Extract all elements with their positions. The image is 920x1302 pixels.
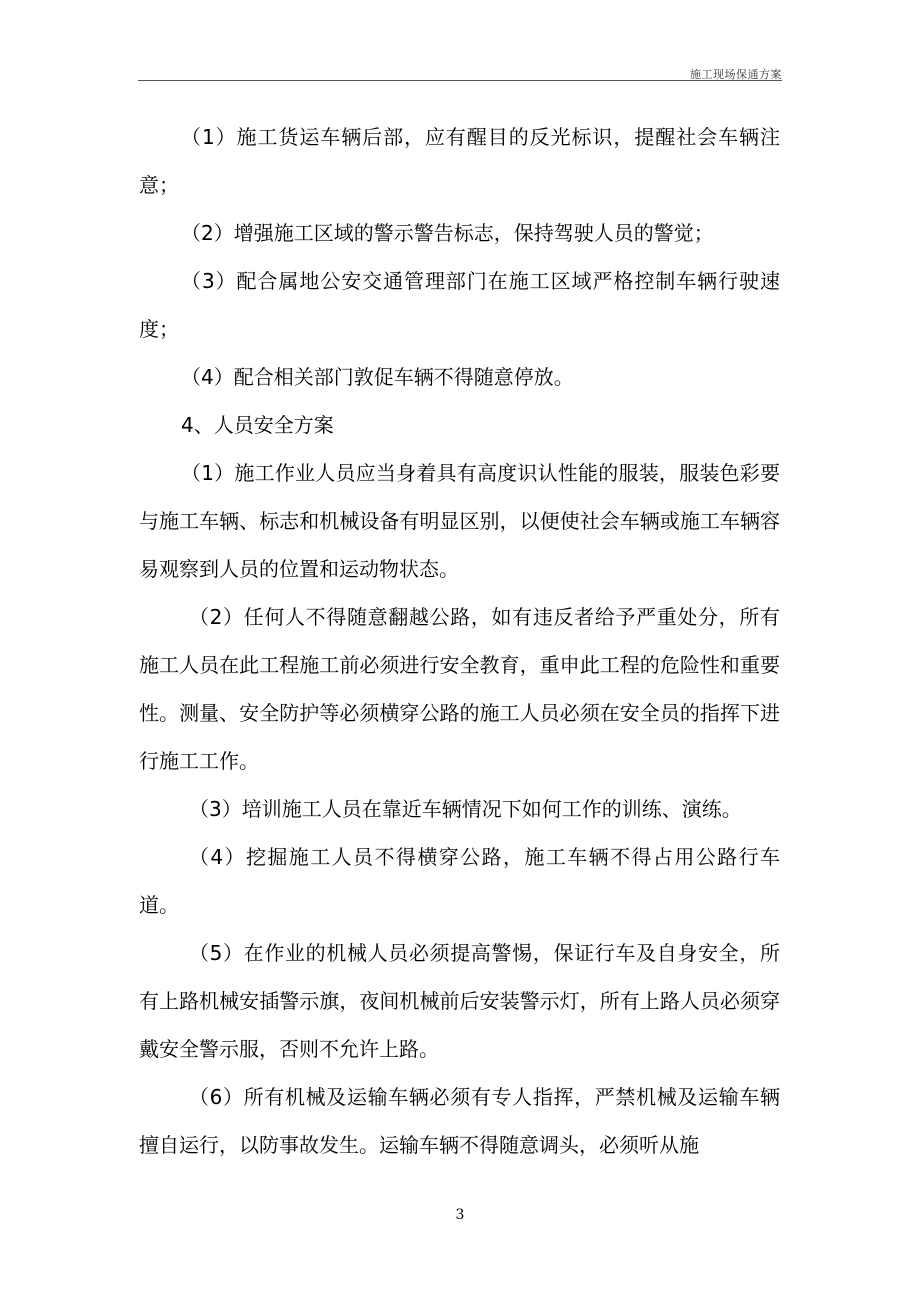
paragraph-personnel-3: （3）培训施工人员在靠近车辆情况下如何工作的训练、演练。 xyxy=(189,797,742,821)
running-header: 施工现场保通方案 xyxy=(690,68,782,81)
section-heading-personnel-safety: 4、人员安全方案 xyxy=(181,413,334,437)
paragraph-personnel-2: （2）任何人不得随意翻越公路，如有违反者给予严重处分，所有施工人员在此工程施工前必须进行安全教育，重申此工程的危险性和重要性。测量、安全防护等必须横穿公路的施工人员必须在安全员的指挥下进行施工工作。 xyxy=(139,605,780,773)
page-number: 3 xyxy=(455,1207,465,1223)
paragraph-vehicle-4: （4）配合相关部门敦促车辆不得随意停放。 xyxy=(181,365,574,389)
paragraph-personnel-6: （6）所有机械及运输车辆必须有专人指挥，严禁机械及运输车辆擅自运行，以防事故发生。运输车辆不得随意调头，必须听从施 xyxy=(139,1085,780,1157)
header-divider xyxy=(138,80,782,81)
paragraph-personnel-5: （5）在作业的机械人员必须提高警惕，保证行车及自身安全，所有上路机械安插警示旗，夜间机械前后安装警示灯，所有上路人员必须穿戴安全警示服，否则不允许上路。 xyxy=(139,941,780,1061)
paragraph-personnel-4: （4）挖掘施工人员不得横穿公路，施工车辆不得占用公路行车道。 xyxy=(139,845,780,917)
paragraph-vehicle-3: （3）配合属地公安交通管理部门在施工区域严格控制车辆行驶速度； xyxy=(139,269,780,341)
paragraph-personnel-1: （1）施工作业人员应当身着具有高度识认性能的服装，服装色彩要与施工车辆、标志和机械设备有明显区别，以便使社会车辆或施工车辆容易观察到人员的位置和运动物状态。 xyxy=(139,461,780,581)
paragraph-vehicle-2: （2）增强施工区域的警示警告标志，保持驾驶人员的警觉； xyxy=(181,221,714,245)
document-body xyxy=(139,113,780,1169)
paragraph-vehicle-1: （1）施工货运车辆后部，应有醒目的反光标识，提醒社会车辆注意； xyxy=(139,125,780,197)
